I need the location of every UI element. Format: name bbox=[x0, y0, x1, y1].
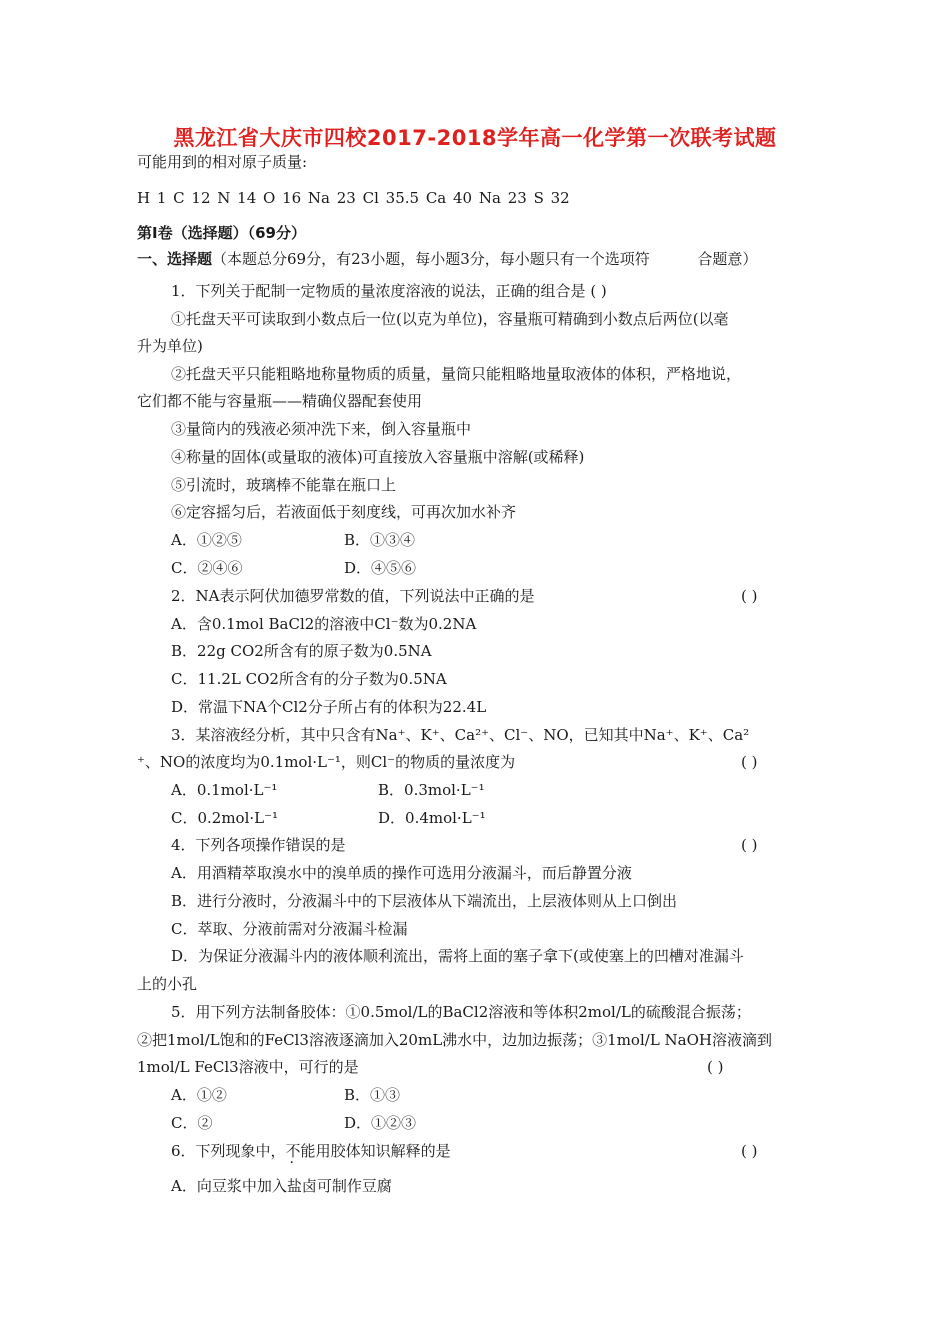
q6-stem-post: 用胶体知识解释的是 bbox=[315, 1142, 451, 1160]
q2-option-a: A．含0.1mol BaCl2的溶液中Cl⁻数为0.2NA bbox=[171, 615, 477, 633]
q2-stem: 2．NA表示阿伏加德罗常数的值，下列说法中正确的是 bbox=[171, 587, 535, 605]
q3-stem-a: 3．某溶液经分析，其中只含有Na⁺、K⁺、Ca²⁺、Cl⁻、NO，已知其中Na⁺、K⁺、Ca² bbox=[171, 726, 750, 744]
q6-stem-pre: 6．下列现象中， bbox=[171, 1142, 286, 1160]
q2-option-b: B．22g CO2所含有的原子数为0.5NA bbox=[171, 642, 432, 660]
q3-option-d: D．0.4mol·L⁻¹ bbox=[378, 809, 486, 827]
part1-heading-line bbox=[137, 249, 757, 269]
q1-statement-2b: 它们都不能与容量瓶——精确仪器配套使用 bbox=[137, 392, 423, 410]
q4-option-b: B．进行分液时，分液漏斗中的下层液体从下端流出，上层液体则从上口倒出 bbox=[171, 892, 678, 910]
q6-emphasis: 不能 bbox=[285, 1142, 316, 1160]
q1-statement-2a: ②托盘天平只能粗略地称量物质的质量，量筒只能粗略地量取液体的体积，严格地说， bbox=[171, 365, 742, 383]
q2-answer-paren: ( ) bbox=[741, 587, 758, 605]
q4-option-d-b: 上的小孔 bbox=[137, 975, 198, 993]
q5-option-c: C．② bbox=[171, 1114, 213, 1132]
atomic-masses-label: 可能用到的相对原子质量: bbox=[137, 153, 308, 171]
q1-statement-1b: 升为单位) bbox=[137, 337, 203, 355]
page-title: 黑龙江省大庆市四校2017-2018学年高一化学第一次联考试题 bbox=[173, 126, 777, 150]
q5-stem-c: 1mol/L FeCl3溶液中，可行的是 bbox=[137, 1058, 359, 1076]
q1-stem: 1．下列关于配制一定物质的量浓度溶液的说法，正确的组合是 ( ) bbox=[171, 282, 607, 300]
q3-option-a: A．0.1mol·L⁻¹ bbox=[171, 781, 278, 799]
q5-stem-b: ②把1mol/L饱和的FeCl3溶液逐滴加入20mL沸水中，边加边振荡；③1mol/L NaOH溶液滴到 bbox=[137, 1031, 772, 1049]
section1-title: 第Ⅰ卷（选择题）（69分） bbox=[137, 224, 306, 242]
q3-answer-paren: ( ) bbox=[741, 753, 758, 771]
q4-option-d-a: D．为保证分液漏斗内的液体顺利流出，需将上面的塞子拿下(或使塞上的凹槽对准漏斗 bbox=[171, 947, 744, 965]
q6-answer-paren: ( ) bbox=[741, 1142, 758, 1160]
q2-option-d: D．常温下NA个Cl2分子所占有的体积为22.4L bbox=[171, 698, 487, 716]
q4-option-a: A．用酒精萃取溴水中的溴单质的操作可选用分液漏斗，而后静置分液 bbox=[171, 864, 632, 882]
q6-stem bbox=[171, 1141, 451, 1161]
q2-option-c: C．11.2L CO2所含有的分子数为0.5NA bbox=[171, 670, 447, 688]
q1-statement-3: ③量筒内的残液必须冲洗下来，倒入容量瓶中 bbox=[171, 420, 472, 438]
q6-option-a: A．向豆浆中加入盐卤可制作豆腐 bbox=[171, 1177, 392, 1195]
q1-option-d: D．④⑤⑥ bbox=[344, 559, 417, 577]
q5-stem-a: 5．用下列方法制备胶体：①0.5mol/L的BaCl2溶液和等体积2mol/L的硫酸混合振荡； bbox=[171, 1003, 751, 1021]
q3-stem-b: ⁺、NO的浓度均为0.1mol·L⁻¹，则Cl⁻的物质的量浓度为 bbox=[137, 753, 516, 771]
q3-option-c: C．0.2mol·L⁻¹ bbox=[171, 809, 279, 827]
atomic-masses: H 1 C 12 N 14 O 16 Na 23 Cl 35.5 Ca 40 Na 23 S 32 bbox=[137, 189, 570, 207]
q1-option-a: A．①②⑤ bbox=[171, 531, 242, 549]
q1-option-b: B．①③④ bbox=[344, 531, 416, 549]
q3-option-b: B．0.3mol·L⁻¹ bbox=[378, 781, 485, 799]
q5-option-a: A．①② bbox=[171, 1086, 227, 1104]
q1-statement-5: ⑤引流时，玻璃棒不能靠在瓶口上 bbox=[171, 476, 397, 494]
q1-option-c: C．②④⑥ bbox=[171, 559, 243, 577]
q1-statement-6: ⑥定容摇匀后，若液面低于刻度线，可再次加水补齐 bbox=[171, 503, 517, 521]
q5-answer-paren: ( ) bbox=[707, 1058, 724, 1076]
q5-option-d: D．①②③ bbox=[344, 1114, 417, 1132]
part1-heading: 一、选择题 bbox=[137, 250, 213, 268]
q4-stem: 4．下列各项操作错误的是 bbox=[171, 836, 346, 854]
q5-option-b: B．①③ bbox=[344, 1086, 401, 1104]
part1-description: （本题总分69分，有23小题，每小题3分，每小题只有一个选项符 合题意） bbox=[212, 250, 758, 268]
q4-answer-paren: ( ) bbox=[741, 836, 758, 854]
q4-option-c: C．萃取、分液前需对分液漏斗检漏 bbox=[171, 920, 408, 938]
q1-statement-1a: ①托盘天平可读取到小数点后一位(以克为单位)，容量瓶可精确到小数点后两位(以毫 bbox=[171, 310, 729, 328]
q1-statement-4: ④称量的固体(或量取的液体)可直接放入容量瓶中溶解(或稀释) bbox=[171, 448, 585, 466]
